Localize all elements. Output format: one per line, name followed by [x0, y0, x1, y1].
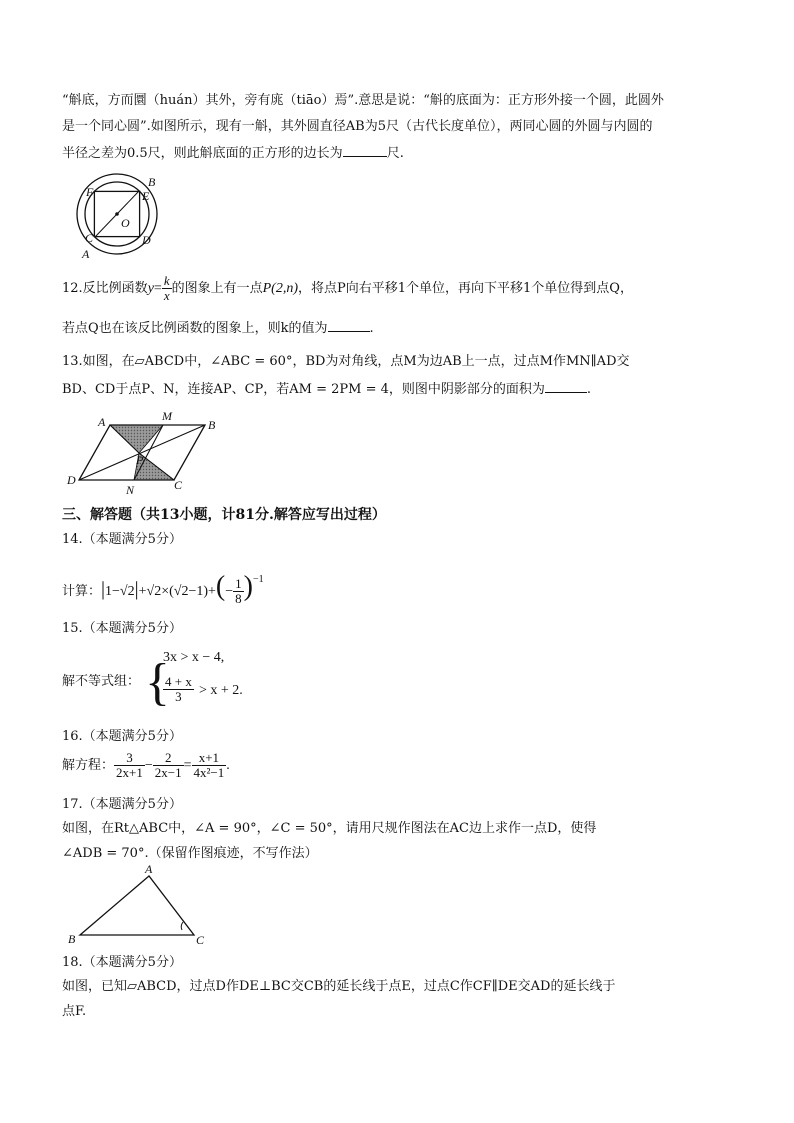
q17-text-line2: ∠ADB = 70°.（保留作图痕迹，不写作法）	[62, 846, 318, 861]
label-d: D	[67, 473, 76, 487]
q14-paren-right: )	[243, 571, 253, 602]
label-b: B	[68, 932, 76, 946]
center-point	[115, 212, 119, 216]
q11-text-line3a: 半径之差为0.5尺，则此斛底面的正方形的边长为	[62, 146, 343, 161]
q15-ineq2	[163, 675, 243, 704]
q12-text-line2b: .	[369, 321, 374, 336]
q14-exponent: −1	[252, 573, 264, 585]
q14-frac-num: 1	[235, 576, 242, 591]
triangle-abc	[80, 876, 194, 935]
q12-x: x	[163, 288, 170, 303]
q12-answer-blank[interactable]	[328, 318, 370, 332]
label-c: C	[196, 933, 205, 947]
label-b: B	[208, 418, 216, 432]
q12-line2	[62, 318, 374, 338]
q11-text-line1: “斛底，方而圜（huán）其外，旁有庣（tiāo）焉”.意思是说：“斛的底面为：正方形外接一个圆，此圆外	[62, 93, 664, 108]
label-a: A	[98, 415, 106, 429]
q12-y: y	[147, 281, 154, 296]
label-p: P	[136, 453, 144, 467]
q16-frac2-num: 2	[153, 751, 184, 766]
q16-frac1-num: 3	[114, 751, 145, 766]
q18-header: 18.（本题满分5分）	[62, 955, 182, 970]
q16-frac2-den: 2x−1	[154, 765, 182, 780]
q11-text-line2: 是一个同心圆”.如图所示，现有一斛，其外圆直径AB为5尺（古代长度单位），两同心圆的外圆与内圆的	[62, 119, 653, 134]
q15-ineq1: 3x > x − 4,	[163, 650, 225, 665]
q12-text-b: 的图象上有一点	[171, 281, 263, 296]
q12-text-c: ，将点P向右平移1个单位，再向下平移1个单位得到点Q，	[298, 281, 633, 296]
q16-minus: −	[144, 758, 153, 773]
q14-header: 14.（本题满分5分）	[62, 532, 182, 547]
label-a: A	[145, 864, 153, 876]
q17-text-line1: 如图，在Rt△ABC中，∠A = 90°，∠C = 50°，请用尺规作图法在AC边上求作一点D，使得	[62, 821, 597, 836]
label-c: C	[85, 231, 94, 245]
q14-text-a: 计算：	[62, 584, 102, 599]
q14-text-b: +√2×(√2−1)+	[138, 584, 216, 599]
q15-ineq2-num: 4 + x	[165, 674, 192, 689]
q14-paren-left: (	[215, 571, 226, 602]
q12-fraction	[162, 274, 172, 303]
q15-text-a: 解不等式组：	[62, 674, 141, 689]
q12-text-line2a: 若点Q也在该反比例函数的图象上，则k的值为	[62, 321, 328, 336]
q12-text-a: 12.反比例函数	[62, 281, 148, 296]
q11-text-line3b: 尺.	[386, 146, 404, 161]
section3-title: 三、解答题（共13小题，计81分.解答应写出过程）	[62, 507, 386, 523]
q17-header: 17.（本题满分5分）	[62, 797, 182, 812]
label-a: A	[82, 247, 90, 261]
q16-equation	[62, 748, 230, 784]
q13-answer-blank[interactable]	[545, 379, 587, 393]
q15-ineq2-rest: > x + 2.	[198, 683, 243, 698]
q17-figure	[62, 864, 212, 948]
q16-frac2	[153, 751, 184, 780]
q12-line1	[62, 274, 633, 304]
q16-eq: =	[183, 758, 192, 773]
q14-abs-left: |	[101, 578, 106, 600]
q14-frac-den: 8	[235, 591, 242, 606]
q12-point: P(2,n)	[262, 281, 298, 296]
q14-abs-inner: 1−√2	[105, 584, 135, 599]
q14-abs-right: |	[134, 578, 139, 600]
q14-expression	[62, 566, 264, 608]
q13-text-line1: 13.如图，在▱ABCD中，∠ABC = 60°，BD为对角线，点M为边AB上一点，过点M作MN∥AD交	[62, 354, 630, 369]
q16-text-a: 解方程：	[62, 758, 115, 773]
angle-c-mark	[181, 922, 183, 930]
label-n: N	[126, 483, 135, 497]
label-o: O	[121, 216, 130, 230]
label-b: B	[148, 175, 156, 189]
q18-text-line2: 点F.	[62, 1004, 87, 1019]
q13-line2	[62, 379, 591, 399]
q12-k: k	[163, 273, 170, 288]
q16-frac1	[114, 751, 145, 780]
q11-figure	[66, 172, 166, 262]
q15-ineq2-fraction	[163, 675, 194, 704]
q14-frac-sign: −	[225, 584, 234, 599]
label-f: F	[86, 185, 94, 199]
q15-header: 15.（本题满分5分）	[62, 621, 182, 636]
q16-frac3-num: x+1	[192, 751, 227, 766]
q12-eq: =	[153, 281, 162, 296]
q15-ineq2-den: 3	[175, 689, 182, 704]
q11-answer-blank[interactable]	[343, 143, 387, 157]
q11-text-line3	[62, 143, 404, 163]
q16-header: 16.（本题满分5分）	[62, 729, 182, 744]
label-e: E	[142, 189, 150, 203]
q13-text-line2a: BD、CD于点P、N，连接AP、CP，若AM = 2PM = 4，则图中阴影部分的面积为	[62, 382, 545, 397]
q16-frac3-den: 4x²−1	[193, 765, 225, 780]
q16-end: .	[226, 758, 230, 773]
q16-frac1-den: 2x+1	[116, 765, 143, 780]
q15-brace: {	[145, 654, 170, 711]
label-m: M	[162, 409, 172, 423]
label-d: D	[142, 233, 151, 247]
q13-text-line2b: .	[586, 382, 592, 397]
q18-text-line1: 如图，已知▱ABCD，过点D作DE⊥BC交CB的延长线于点E，过点C作CF∥DE交AD的延长线于	[62, 979, 616, 994]
q14-fraction	[233, 577, 244, 606]
q16-frac3	[192, 751, 227, 780]
q13-figure	[64, 408, 224, 498]
label-c: C	[174, 478, 183, 492]
